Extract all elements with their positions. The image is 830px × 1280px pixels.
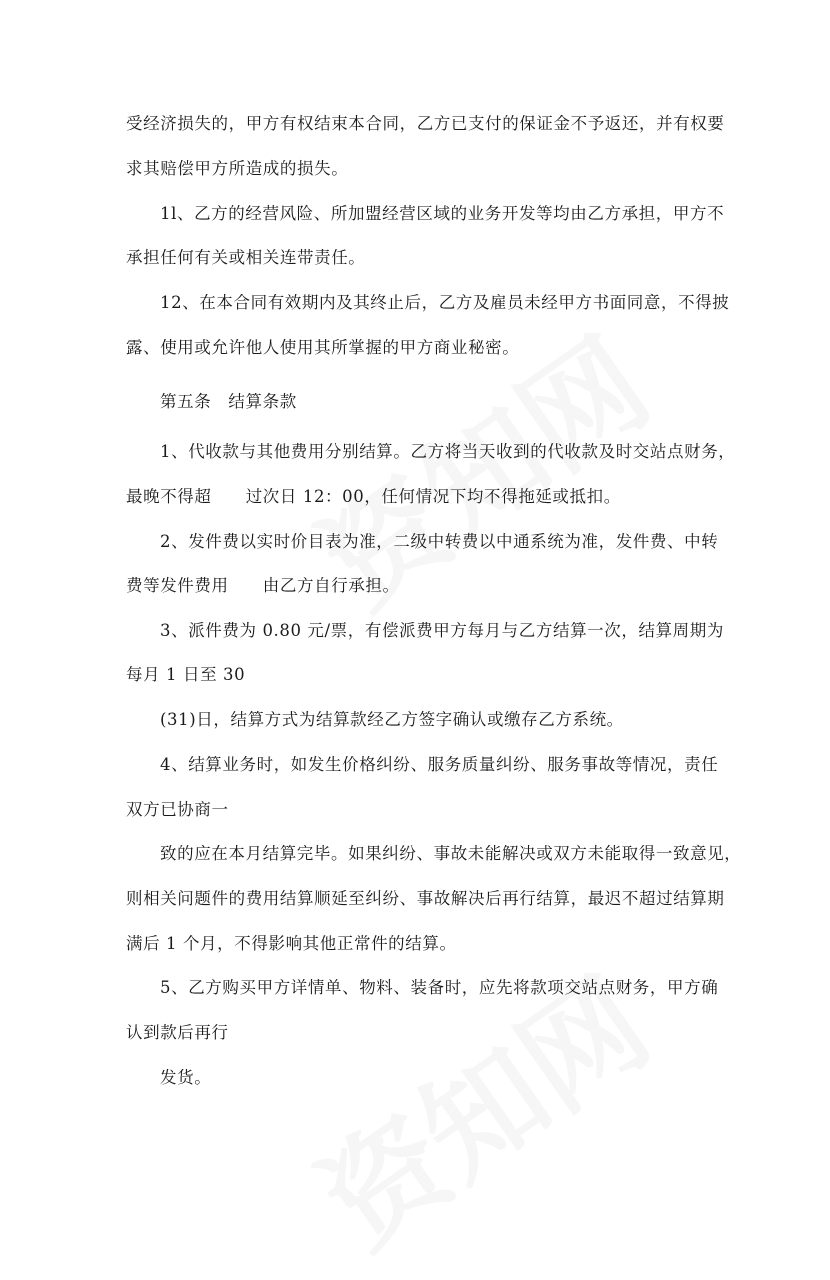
paragraph-line: 承担任何有关或相关连带责任。: [126, 248, 366, 267]
paragraph-line: 费等发件费用 由乙方自行承担。: [126, 576, 400, 595]
paragraph-line: 求其赔偿甲方所造成的损失。: [126, 159, 349, 178]
paragraph-line: 露、使用或允许他人使用其所掌握的甲方商业秘密。: [126, 338, 520, 357]
paragraph-line: 每月 1 日至 30: [126, 665, 246, 684]
paragraph-line: 1l、乙方的经营风险、所加盟经营区域的业务开发等均由乙方承担，甲方不: [160, 204, 725, 223]
paragraph-line: 受经济损失的，甲方有权结束本合同，乙方已支付的保证金不予返还，并有权要: [126, 114, 725, 133]
section-heading: 第五条 结算条款: [160, 392, 297, 411]
paragraph-line: 双方已协商一: [126, 800, 229, 819]
paragraph-line: 则相关问题件的费用结算顺延至纠纷、事故解决后再行结算，最迟不超过结算期: [126, 889, 725, 908]
paragraph-line: 致的应在本月结算完毕。如果纠纷、事故未能解决或双方未能取得一致意见，: [160, 844, 742, 863]
paragraph-line: 2、发件费以实时价目表为准，二级中转费以中通系统为准，发件费、中转: [160, 532, 719, 551]
paragraph-line: 最晚不得超 过次日 12：00，任何情况下均不得拖延或抵扣。: [126, 487, 621, 506]
paragraph-line: 发货。: [160, 1068, 212, 1087]
paragraph-line: (31)日，结算方式为结算款经乙方签字确认或缴存乙方系统。: [160, 710, 624, 729]
paragraph-line: 认到款后再行: [126, 1023, 229, 1042]
paragraph-line: 1、代收款与其他费用分别结算。乙方将当天收到的代收款及时交站点财务，: [160, 442, 736, 461]
paragraph-line: 5、乙方购买甲方详情单、物料、装备时，应先将款项交站点财务，甲方确: [160, 978, 719, 997]
paragraph-line: 12、在本合同有效期内及其终止后，乙方及雇员未经甲方书面同意，不得披: [160, 293, 730, 312]
paragraph-line: 3、派件费为 0.80 元/票，有偿派费甲方每月与乙方结算一次，结算周期为: [160, 621, 724, 640]
paragraph-line: 4、结算业务时，如发生价格纠纷、服务质量纠纷、服务事故等情况，责任: [160, 755, 719, 774]
paragraph-line: 满后 1 个月，不得影响其他正常件的结算。: [126, 934, 457, 953]
